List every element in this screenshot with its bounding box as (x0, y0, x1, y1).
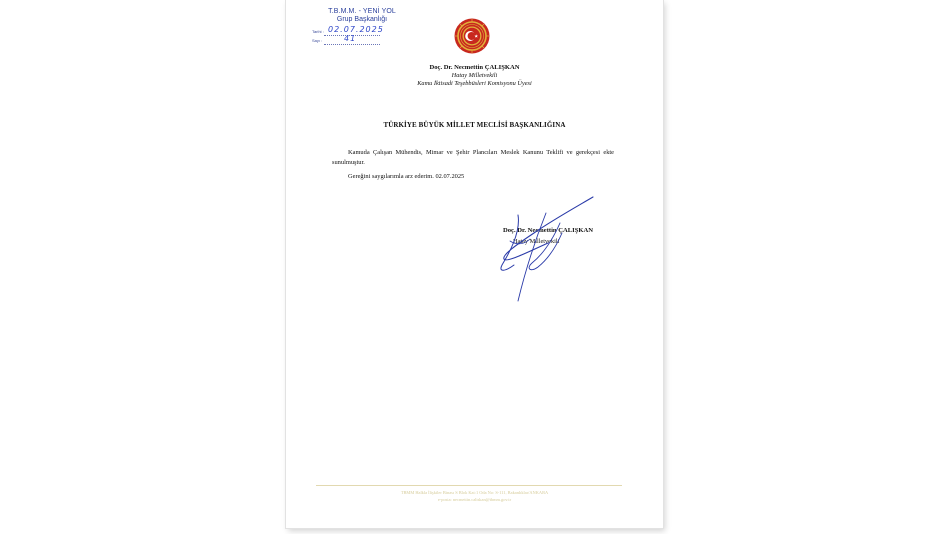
signature-role: Hatay Milletvekili (513, 238, 560, 245)
document-page (286, 0, 663, 528)
body-paragraph-1: Kamuda Çalışan Mühendis, Mimar ve Şehir Plancıları Meslek Kanunu Teklifi ve gerekçesi ekte sunulmuştur. (332, 149, 614, 166)
footer-email: e-posta: necmettin.caliskan@tbmm.gov.tr (437, 497, 512, 502)
letterhead-author-role: Hatay Milletvekili (451, 72, 498, 79)
stamp-office-line: Grup Başkanlığı (336, 16, 388, 23)
stamp-org-line: T.B.M.M. - YENİ YOL (328, 8, 396, 15)
addressee-heading: TÜRKİYE BÜYÜK MİLLET MECLİSİ BAŞKANLIĞINA (383, 121, 566, 129)
stamp-number-value: 41 (344, 34, 357, 43)
stamp-date-value: 02.07.2025 (328, 25, 384, 34)
stamp-date-label: Tarihi : (312, 29, 324, 34)
handwritten-signature (496, 193, 596, 305)
letterhead-committee: Kamu İktisadi Teşebbüsleri Komisyonu Üyesi (417, 80, 532, 87)
body-paragraph-2: Gereğini saygılarımla arz ederim. 02.07.2025 (348, 173, 465, 180)
signature-name: Doç. Dr. Necmettin ÇALIŞKAN (503, 227, 594, 234)
footer-divider (316, 485, 622, 486)
stamp-number-label: Sayı : (312, 38, 323, 43)
letterhead-author-name: Doç. Dr. Necmettin ÇALIŞKAN (429, 64, 520, 71)
footer-address: TBMM Halkla İlişkiler Binası S Blok Kat:1 Oda No: S-111, Bakanlıklar/ANKARA (400, 490, 549, 495)
incoming-stamp (312, 8, 412, 48)
tbmm-emblem-icon (454, 18, 490, 54)
